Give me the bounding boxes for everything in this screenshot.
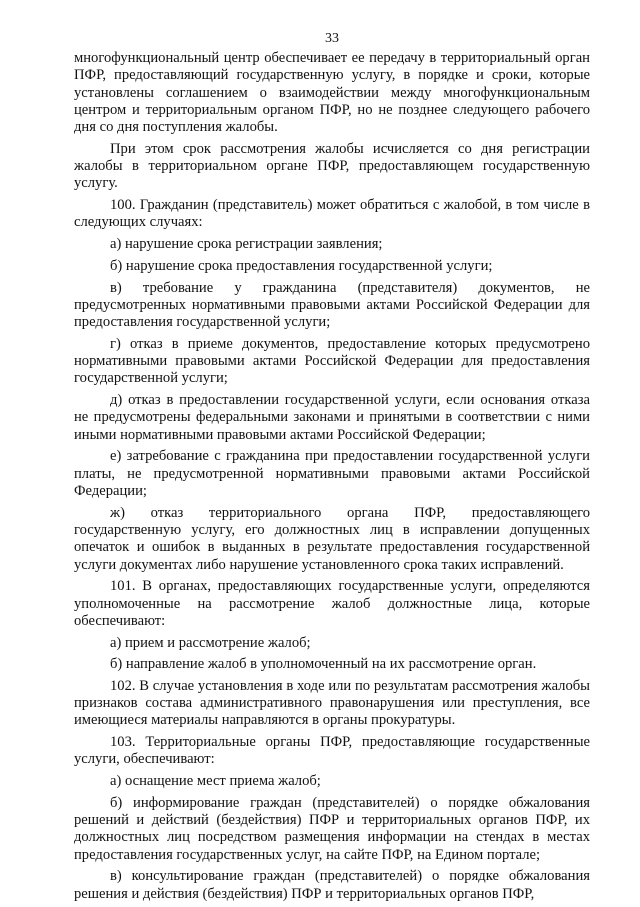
list-item-g: г) отказ в приеме документов, предоставление которых предусмотрено нормативными правовыми актами Российской Федерации для предоставления государственной услуги; [74, 335, 590, 387]
paragraph: многофункциональный центр обеспечивает ее передачу в территориальный орган ПФР, предоставляющий государственную услугу, в порядке и сроки, которые установлены соглашением о взаимодействии между многофункциональным центром и территориальным органом ПФР, но не позднее следующего рабочего дня со дня поступления жалобы. [74, 50, 590, 136]
list-item-v: в) консультирование граждан (представителей) о порядке обжалования решения и действия (бездействия) ПФР и территориальных органов ПФР, [74, 868, 590, 902]
list-item-zh: ж) отказ территориального органа ПФР, предоставляющего государственную услугу, его должностных лиц в исправлении допущенных опечаток и ошибок в выданных в результате предоставления государственной услуги документах либо нарушение установленного срока таких исправлений. [74, 504, 590, 573]
page-number: 33 [325, 31, 339, 46]
list-item-v: в) требование у гражданина (представителя) документов, не предусмотренных нормативными правовыми актами Российской Федерации для предоставления государственной услуги; [74, 279, 590, 331]
list-item-e: е) затребование с гражданина при предоставлении государственной услуги платы, не предусмотренной нормативными правовыми актами Российской Федерации; [74, 448, 590, 499]
paragraph-clause-103: 103. Территориальные органы ПФР, предоставляющие государственные услуги, обеспечивают: [74, 734, 590, 768]
paragraph-clause-101: 101. В органах, предоставляющих государственные услуги, определяются уполномоченные на рассмотрение жалоб должностные лица, которые обеспечивают: [74, 578, 590, 629]
list-item-b: б) направление жалоб в уполномоченный на их рассмотрение орган. [110, 656, 537, 673]
list-item-a: а) прием и рассмотрение жалоб; [110, 634, 311, 651]
list-item-a: а) оснащение мест приема жалоб; [110, 773, 321, 790]
list-item-b: б) нарушение срока предоставления государственной услуги; [110, 257, 493, 274]
paragraph-clause-100: 100. Гражданин (представитель) может обратиться с жалобой, в том числе в следующих случаях: [74, 197, 590, 231]
document-body [74, 50, 590, 903]
list-item-a: а) нарушение срока регистрации заявления; [110, 236, 383, 253]
document-page [74, 30, 590, 907]
paragraph: При этом срок рассмотрения жалобы исчисляется со дня регистрации жалобы в территориальном органе ПФР, предоставляющем государственную услугу. [74, 140, 590, 192]
list-item-d: д) отказ в предоставлении государственной услуги, если основания отказа не предусмотрены федеральными законами и принятыми в соответствии с ними иными нормативными правовыми актами Российской Федерации; [74, 392, 590, 443]
paragraph-clause-102: 102. В случае установления в ходе или по результатам рассмотрения жалобы признаков состава административного правонарушения или преступления, все имеющиеся материалы направляются в органы прокуратуры. [74, 677, 590, 729]
list-item-b: б) информирование граждан (представителей) о порядке обжалования решений и действий (бездействия) ПФР и территориальных органов ПФР, их должностных лиц посредством размещения информации на стендах в местах предоставления государственных услуг, на сайте ПФР, на Едином портале; [74, 794, 590, 863]
